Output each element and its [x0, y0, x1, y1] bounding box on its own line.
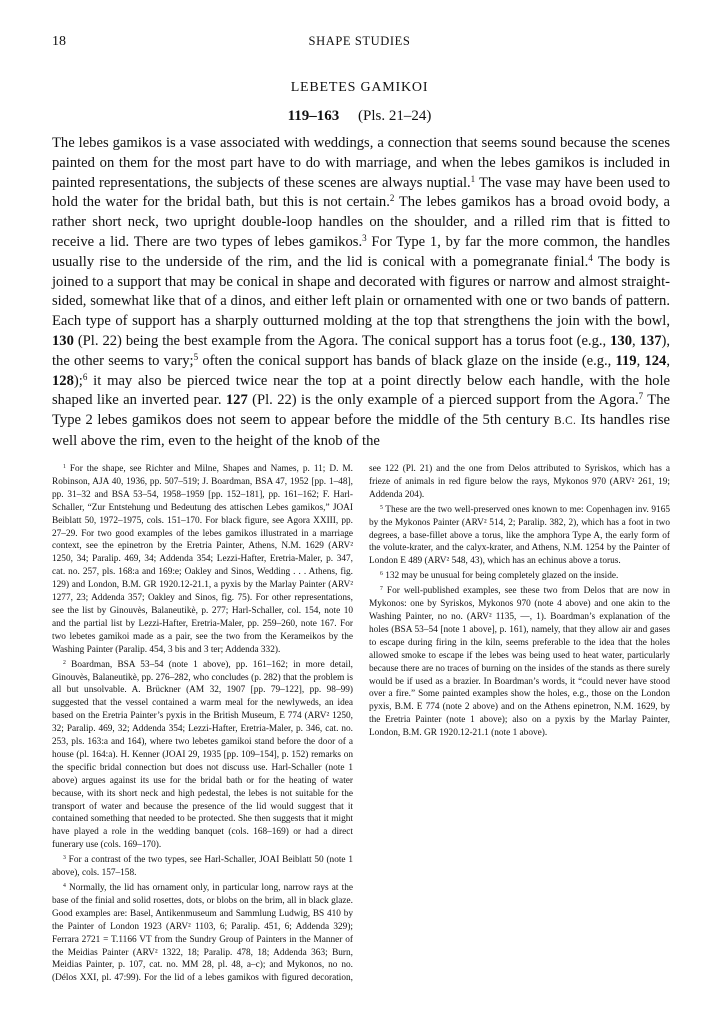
text-run: The vase may have been used to hold the water for the bridal bath, but this is not certain. [52, 174, 670, 211]
footnote-text: For a contrast of the two types, see Harl-Schaller, JOAI Beiblatt 50 (note 1 above), cols. 157–158. [52, 855, 353, 879]
footnote [369, 585, 670, 740]
catalog-number-ref: 130 [52, 332, 74, 349]
footnote-number: 4 [63, 882, 66, 889]
catalog-number-ref: 137 [639, 332, 662, 349]
text-run: , [632, 332, 640, 349]
text-run: , [636, 352, 645, 369]
footnote-text: For well-published examples, see these two from Delos that are now in Mykonos: one by Syriskos, Mykonos 970 (note 4 above) and one akin to the Washing Painter, no no. (ARV² 1135, —, 1). Boardman’s explanation of the holes (BSA 53–54 [note 1 above], p. 161), namely, that they allow air and gases to escape during firing in the kiln, seems preferable to the idea that the holes allowed smoke to escape if the lebes was being used to heat water, particularly because there are no traces of burning on the insides of the stands as there surely would be if used as a brazier. In Boardman’s words, it “could never have stood over a fire.” Some painted examples show the holes, e.g., those on the London pyxis, B.M. E 774 (note 2 above) and on the Athens epinetron, N.M. 1629, by the Eretria Painter (note 1 above); also on a pyxis by the Marlay Painter, London, B.M. GR 1920.12-21.1 (note 1 above). [369, 586, 670, 739]
catalog-number-ref: 124 [644, 352, 667, 369]
small-caps-text: B.C. [554, 415, 577, 428]
text-run: it may also be pierced twice near the top at a point directly below each handle, with the hole shaped like an inverted pear. [52, 372, 670, 409]
catalog-range [0, 108, 719, 125]
footnote-ref: 5 [193, 351, 199, 362]
footnote-ref: 4 [588, 252, 593, 263]
page-number: 18 [52, 34, 66, 49]
footnote-text: 132 may be unusual for being completely glazed on the inside. [382, 571, 619, 582]
footnote-text: For the shape, see Richter and Milne, Shapes and Names, p. 11; D. M. Robinson, AJA 40, 1936, pp. 507–519; J. Boardman, BSA 47, 1952 [pp. 1–48], pp. 31–32 and BSA 53–54, 1958–1959 [pp. 152–181], pp. 161–162; F. Harl-Schaller, “Zur Entstehung und Bedeutung des attischen Lebes gamikos,” JOAI Beiblatt 50, 1972–1975, cols. 151–170. For black figure, see Agora XXIII, pp. 27–29. For two good examples of the lebes gamikos illustrated in a marriage context, see the epinetron by the Eretria Painter, Athens, N.M. 1629 (ARV² 1250, 34; Paralip. 469, 34; Addenda 354; Lezzi-Hafter, Eretria-Maler, p. 347, cat. no. 257, pls. 168:a and 169:e; Oakley and Sinos, Wedding . . . Athens, fig. 129) and London, B.M. GR 1920.12-21.1, a pyxis by the Marlay Painter (ARV² 1277, 23; Addenda 357; Oakley and Sinos, fig. 75). For other representations, see the list by Ginouvès, Balaneutikè, p. 277; Harl-Schaller, col. 154, note 10 and the partial list by Lezzi-Hafter, Eretria-Maler, pp. 259–260, note 167. For two lebetes gamikoi made as a pair, see the two from the Kerameikos by the Washing Painter (Paralip. 454, 3 bis and 3 ter; Addenda 332). [52, 464, 353, 655]
footnote [369, 504, 670, 569]
footnote [52, 854, 353, 880]
catalog-number-ref: 130 [610, 332, 633, 349]
catalog-number-ref: 128 [52, 372, 74, 389]
footnote-text: Boardman, BSA 53–54 (note 1 above), pp. 161–162; in more detail, Ginouvès, Balaneutikè, pp. 276–282, who concludes (p. 282) that the problem is all but unsolvable. A. Brückner (AM 32, 1907 [pp. 79–122], pp. 98–99) suggested that the vessel contained a warm meal for the newlyweds, an idea based on the Eretria Painter’s pyxis in the British Museum, E 774 (ARV² 1250, 32; Paralip. 469, 32; Addenda 354; Lezzi-Hafter, Eretria-Maler, p. 346, cat. no. 253, pls. 163:a and 164), where two lebetes gamikoi stand before the door of a house (pl. 164:a). H. Kenner (JOAI 29, 1935 [pp. 109–154], p. 152) remarks on the specific bridal connection but does not discuss use. Harl-Schaller (note 1 above) argues against its use for the bridal bath or for the heating of water because, with its short neck and high pedestal, the lebes is not suitable for the transport of water and because the presence of the lid would suggest that it contained something that needed to be protected. She then suggests that it might have played a role in the wedding banquet (cols. 168–169) or had a direct funerary use (cols. 169–170). [52, 659, 353, 851]
footnote-number: 3 [63, 855, 66, 862]
catalog-numbers: 119–163 [287, 108, 340, 124]
text-run: (Pl. 22) being the best example from the Agora. The conical support has a torus foot (e.g., [73, 332, 611, 349]
footnote-number: 7 [380, 586, 383, 592]
section-title: LEBETES GAMIKOI [290, 80, 429, 95]
footnote-number: 6 [380, 571, 383, 578]
catalog-number-ref: 127 [225, 392, 248, 409]
text-run: The lebes gamikos is a vase associated with weddings, a connection that seems sound because the scenes painted on them for the most part have to do with marriage, and when the lebes gamikos is included in painted representations, the subjects of these scenes are always nuptial. [52, 135, 670, 191]
plate-reference: (Pls. 21–24) [358, 108, 432, 124]
text-run: ); [73, 372, 83, 389]
footnote-ref: 7 [638, 391, 644, 402]
footnote [52, 463, 353, 657]
footnote-ref: 2 [389, 193, 395, 204]
running-head: SHAPE STUDIES [308, 34, 411, 48]
text-run: The body is joined to a support that may be conical in shape and decorated with figures or narrow and almost straight-sided, somewhat like that of a dinos, and either left plain or ornamented with one or two bands of pattern. Each type of support has a sharply outturned molding at the top that strengthens the join with the bowl, [52, 253, 671, 330]
footnote [52, 659, 353, 853]
footnote-ref: 1 [470, 173, 476, 184]
main-paragraph [52, 134, 670, 452]
text-run: often the conical support has bands of black glaze on the inside (e.g., [198, 352, 616, 369]
footnotes [52, 463, 670, 994]
text-run: , [666, 352, 670, 369]
footnote-number: 2 [63, 659, 66, 666]
text-run: For Type 1, by far the more common, the handles usually rise to the underside of the rim, and the lid is conical with a pomegranate finial. [52, 233, 670, 270]
footnote-ref: 6 [82, 371, 88, 382]
footnote-text: These are the two well-preserved ones known to me: Copenhagen inv. 9165 by the Mykonos Painter (ARV² 514, 2; Paralip. 382, 2), which has a foot in two degrees, a base-fillet above a torus, like the amphora Type A, the early form of the volute-krater, and the calyx-krater, and Athens, N.M. 1254 by the Painter of London E 489 (ARV² 548, 43), which has an echinus above a torus. [369, 504, 670, 567]
text-run: ), the other seems to vary; [52, 332, 671, 369]
footnote-ref: 3 [362, 233, 367, 244]
footnote-number: 5 [380, 504, 383, 511]
text-run: (Pl. 22) is the only example of a pierced support from the Agora. [247, 392, 639, 409]
footnote-number: 1 [63, 463, 66, 470]
catalog-number-ref: 119 [615, 352, 637, 369]
footnote-text: Normally, the lid has ornament only, in particular long, narrow rays at the base of the finial and solid rosettes, dots, or blobs on the brim, all in black glaze. Good examples are: Basel, Antikenmuseum and Sammlung Ludwig, BS 410 by the Painter of London 1923 (ARV² 1103, 6; Paralip. 451, 6; Addenda 329); Ferrara 2721 = T.1166 VT from the Sundry Group of Painters in the Manner of the Meidias Painter (ARV² 1322, 18; Paralip. 478, 18; Addenda 363; Burn, Meidias Painter, p. 107, cat. no. MM 28, pl. 48, a–c); and Mykonos, no no. (Délos XXI, pl. 47:99). For the lid of a lebes gamikos with figured decoration, see 122 (Pl. 21) and the one from Delos attributed to Syriskos, which has a frieze of animals in red figure below the rays, Mykonos 970 (ARV² 261, 19; Addenda 204). [52, 464, 670, 984]
text-run: The lebes gamikos has a broad ovoid body, a rather short neck, two upright double-loop handles on the shoulder, and a rilled rim that is fitted to receive a lid. There are two types of lebes gamikos. [52, 194, 670, 250]
text-run: The Type 2 lebes gamikos does not seem to appear before the middle of the 5th century [52, 392, 670, 429]
footnote [369, 570, 670, 583]
text-run: Its handles rise well above the rim, even to the height of the knob of the [52, 412, 670, 449]
page-header [40, 34, 679, 52]
